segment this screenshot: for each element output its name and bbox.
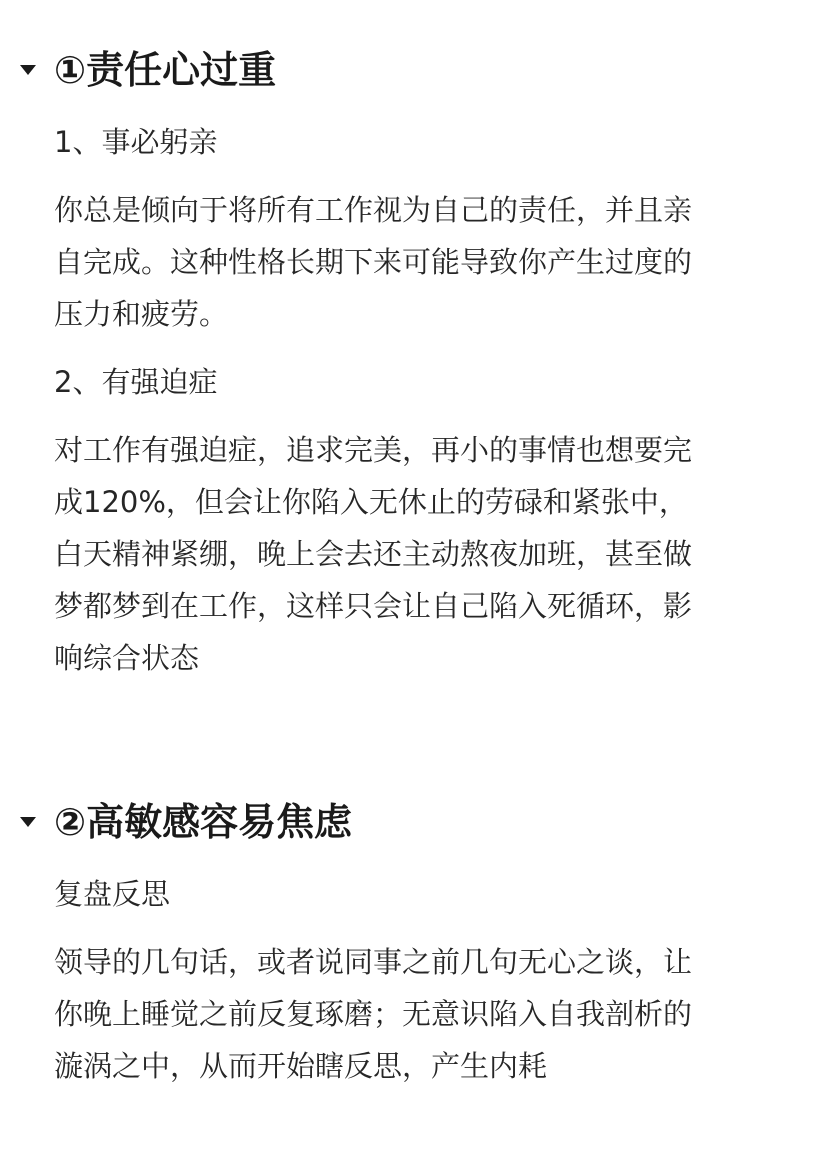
section-heading: ①责任心过重: [54, 48, 277, 92]
paragraph-line: 自完成。这种性格长期下来可能导致你产生过度的: [54, 245, 693, 279]
triangle-down-icon-shape: [18, 60, 38, 80]
triangle-down-icon-shape: [18, 812, 38, 832]
paragraph: [54, 184, 784, 340]
subheading: 1、事必躬亲: [54, 125, 218, 159]
paragraph-line: 白天精神紧绷，晚上会去还主动熬夜加班，甚至做: [54, 537, 693, 571]
paragraph-line: 对工作有强迫症，追求完美，再小的事情也想要完: [54, 433, 693, 467]
paragraph-line: 梦都梦到在工作，这样只会让自己陷入死循环，影: [54, 589, 693, 623]
paragraph: [54, 424, 784, 684]
paragraph-line: 压力和疲劳。: [54, 297, 229, 331]
subheading: 2、有强迫症: [54, 365, 218, 399]
subheading: 复盘反思: [54, 877, 171, 911]
paragraph-line: 响综合状态: [54, 641, 200, 675]
triangle-down-icon[interactable]: [18, 60, 38, 80]
paragraph-line: 你总是倾向于将所有工作视为自己的责任，并且亲: [54, 193, 693, 227]
paragraph-line: 你晚上睡觉之前反复琢磨；无意识陷入自我剖析的: [54, 997, 693, 1031]
paragraph: [54, 936, 784, 1092]
paragraph-line: 漩涡之中，从而开始瞎反思，产生内耗: [54, 1049, 548, 1083]
section-heading: ②高敏感容易焦虑: [54, 800, 353, 844]
paragraph-line: 领导的几句话，或者说同事之前几句无心之谈，让: [54, 945, 693, 979]
paragraph-line: 成120%，但会让你陷入无休止的劳碌和紧张中，: [54, 485, 688, 519]
triangle-down-icon[interactable]: [18, 812, 38, 832]
